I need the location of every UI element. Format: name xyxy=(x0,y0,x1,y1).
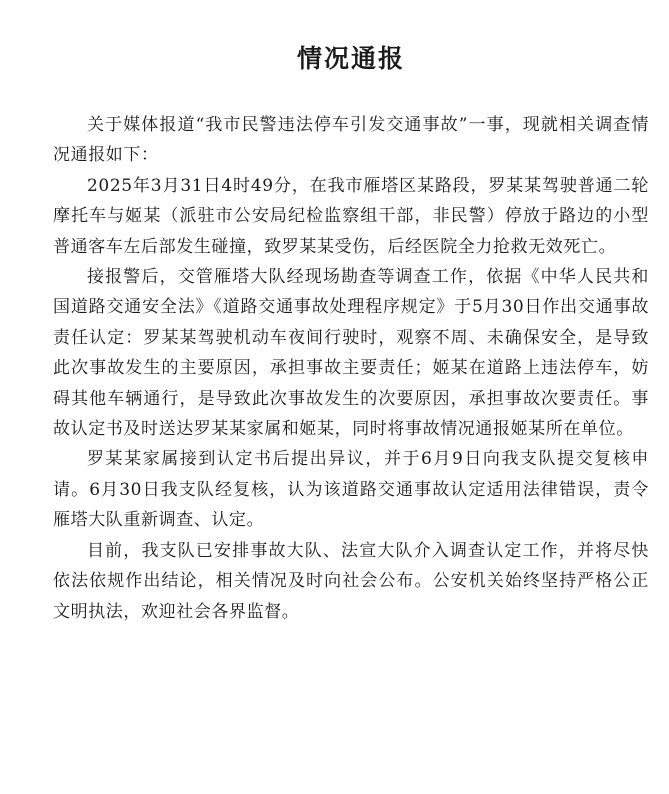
paragraph-review: 罗某某家属接到认定书后提出异议，并于6月9日向我支队提交复核申请。6月30日我支队经复核，认为该道路交通事故认定适用法律错误，责令雁塔大队重新调查、认定。 xyxy=(53,449,649,531)
paragraph-responsibility: 接报警后，交管雁塔大队经现场勘查等调查工作，依据《中华人民共和国道路交通安全法》《道路交通事故处理程序规定》于5月30日作出交通事故责任认定：罗某某驾驶机动车夜间行驶时，观察不周、未确保安全，是导致此次事故发生的主要原因，承担事故主要责任；姬某在道路上违法停车，妨碍其他车辆通行，是导致此次事故发生的次要原因，承担事故次要责任。事故认定书及时送达罗某某家属和姬某，同时将事故情况通报姬某所在单位。 xyxy=(53,267,649,440)
paragraph-current-status: 目前，我支队已安排事故大队、法宣大队介入调查认定工作，并将尽快依法依规作出结论，相关情况及时向社会公布。公安机关始终坚持严格公正文明执法，欢迎社会各界监督。 xyxy=(53,540,649,622)
paragraph-incident: 2025年3月31日4时49分，在我市雁塔区某路段，罗某某驾驶普通二轮摩托车与姬某（派驻市公安局纪检监察组干部，非民警）停放于路边的小型普通客车左后部发生碰撞，致罗某某受伤，后经医院全力抢救无效死亡。 xyxy=(53,175,649,257)
document-body xyxy=(53,110,649,627)
paragraph-intro: 关于媒体报道“我市民警违法停车引发交通事故”一事，现就相关调查情况通报如下： xyxy=(53,115,649,166)
document-title: 情况通报 xyxy=(296,44,405,73)
